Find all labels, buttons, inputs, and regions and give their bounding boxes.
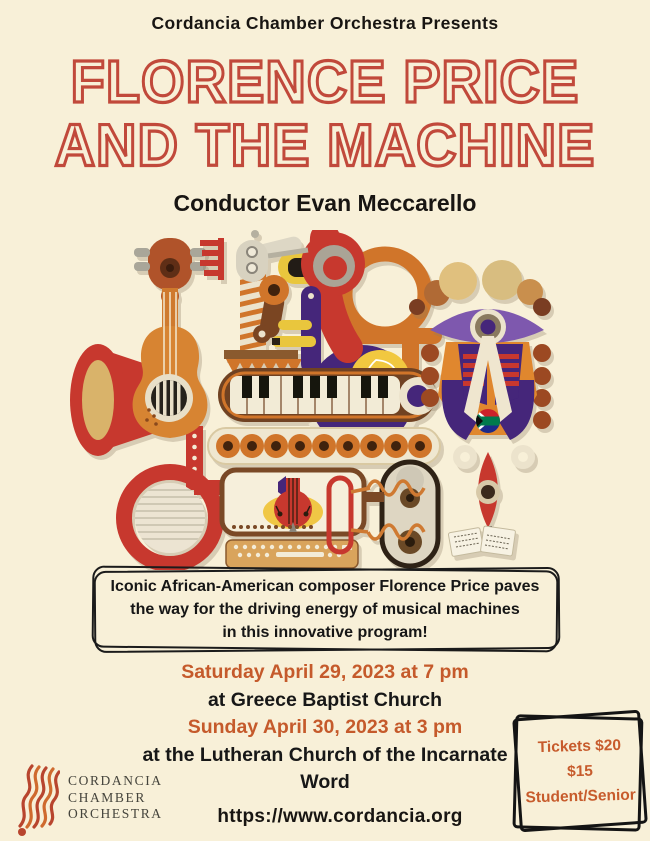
violin-trumpet-group bbox=[70, 238, 238, 564]
sheet-music bbox=[448, 526, 515, 557]
description-line-3: in this innovative program! bbox=[222, 623, 428, 641]
logo-line-1: CORDANCIA bbox=[68, 773, 163, 788]
event-1-datetime: Saturday April 29, 2023 at 7 pm bbox=[181, 661, 469, 683]
keyboard-machine-group bbox=[200, 230, 442, 568]
poster-title bbox=[0, 47, 650, 179]
description-line-2: the way for the driving energy of musical machines bbox=[130, 600, 520, 618]
website-url: https://www.cordancia.org bbox=[217, 806, 463, 827]
musical-machine-illustration bbox=[50, 230, 600, 570]
title-line-1: FLORENCE PRICE bbox=[70, 47, 580, 115]
event-2-venue-line-2: Word bbox=[300, 771, 350, 793]
conductor-line: Conductor Evan Meccarello bbox=[173, 190, 477, 216]
tickets-discount-label: Student/Senior bbox=[525, 786, 636, 806]
tickets-text bbox=[515, 712, 646, 829]
program-description-box bbox=[92, 568, 558, 650]
logo-dot bbox=[18, 828, 26, 836]
south-africa-flag-roundel bbox=[476, 409, 500, 433]
logo-line-2: CHAMBER bbox=[68, 789, 146, 805]
presenter-line: Cordancia Chamber Orchestra Presents bbox=[151, 13, 499, 33]
event-1-venue: at Greece Baptist Church bbox=[207, 688, 443, 711]
event-2-venue-line-1: at the Lutheran Church of the Incarnate bbox=[142, 743, 508, 766]
tickets-price: Tickets $20 bbox=[537, 736, 622, 756]
description-line-1: Iconic African-American composer Florence Price paves bbox=[110, 577, 540, 595]
program-description bbox=[92, 568, 558, 650]
logo-line-3: ORCHESTRA bbox=[68, 806, 163, 821]
tickets-box bbox=[515, 712, 646, 829]
title-line-2: AND THE MACHINE bbox=[54, 111, 596, 179]
event-2-datetime: Sunday April 30, 2023 at 3 pm bbox=[187, 716, 463, 738]
tickets-discount-price: $15 bbox=[566, 762, 594, 780]
